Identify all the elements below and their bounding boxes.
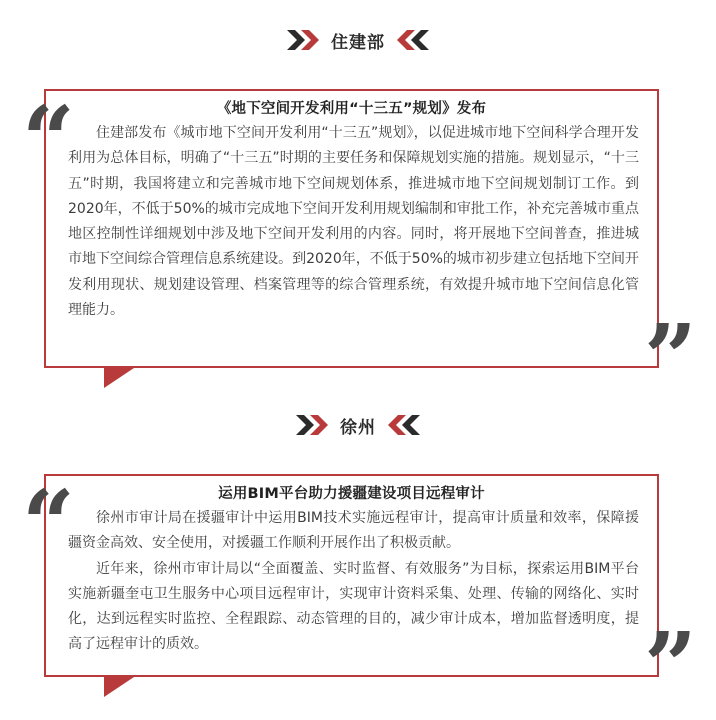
speech-tail bbox=[104, 677, 134, 697]
speech-tail bbox=[104, 368, 134, 388]
article-paragraph: 徐州市审计局在援疆审计中运用BIM技术实施远程审计，提高审计质量和效率，保障援疆资金高效、安全使用，对援疆工作顺利开展作出了积极贡献。 bbox=[68, 510, 639, 552]
close-quote-icon: ” bbox=[644, 304, 697, 412]
article-card-2 bbox=[44, 474, 659, 677]
section-header-2 bbox=[0, 410, 716, 440]
article-heading: 《地下空间开发利用“十三五”规划》发布 bbox=[216, 101, 487, 117]
open-quote-icon: “ bbox=[22, 470, 75, 578]
chevron-right-icon bbox=[294, 413, 332, 437]
chevron-right-icon bbox=[285, 28, 323, 52]
article-body bbox=[46, 506, 657, 658]
article-heading: 运用BIM平台助力援疆建设项目远程审计 bbox=[218, 486, 485, 502]
chevron-left-icon bbox=[384, 413, 422, 437]
section-header-1 bbox=[0, 25, 716, 55]
open-quote-icon: “ bbox=[22, 86, 75, 194]
chevron-left-icon bbox=[393, 28, 431, 52]
article-body bbox=[46, 121, 657, 323]
article-paragraph: 住建部发布《城市地下空间开发利用“十三五”规划》，以促进城市地下空间科学合理开发利用为总体目标，明确了“十三五”时期的主要任务和保障规划实施的措施。规划显示，“十三五”时期，我国将建立和完善城市地下空间规划体系，推进城市地下空间规划制订工作。到2020年，不低于50%的城市完成地下空间开发利用规划编制和审批工作，补充完善城市重点地区控制性详细规划中涉及地下空间开发利用的内容。同时，将开展地下空间普查，推进城市地下空间综合管理信息系统建设。到2020年，不低于50%的城市初步建立包括地下空间开发利用现状、规划建设管理、档案管理等的综合管理系统，有效提升城市地下空间信息化管理能力。 bbox=[68, 125, 639, 319]
close-quote-icon: ” bbox=[644, 612, 697, 720]
section-title: 住建部 bbox=[331, 32, 385, 53]
article-paragraph: 近年来，徐州市审计局以“全面覆盖、实时监督、有效服务”为目标，探索运用BIM平台实施新疆奎屯卫生服务中心项目远程审计，实现审计资料采集、处理、传输的网络化、实时化，达到远程实时监控、全程跟踪、动态管理的目的，减少审计成本，增加监督透明度，提高了远程审计的质效。 bbox=[68, 560, 639, 653]
article-card-1 bbox=[44, 89, 659, 368]
section-title: 徐州 bbox=[340, 417, 376, 438]
